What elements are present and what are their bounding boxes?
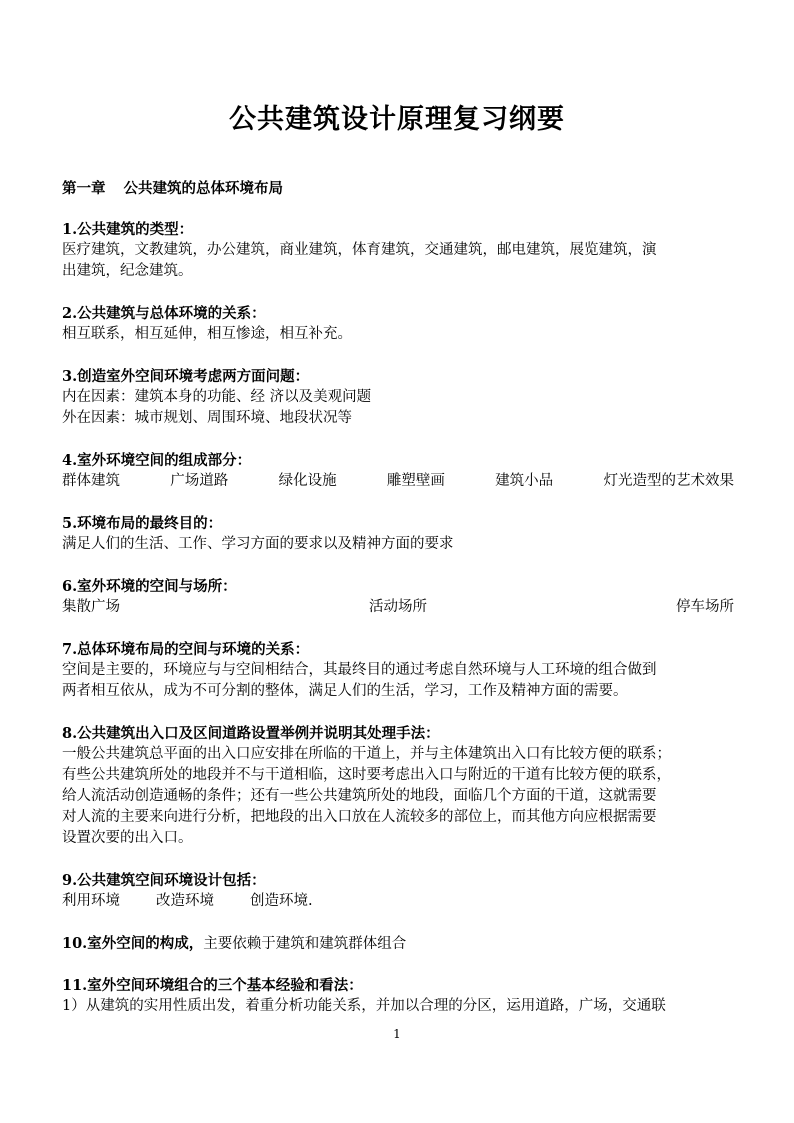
- section-outdoor-components: [62, 450, 734, 492]
- section-heading: 1.公共建筑的类型：: [62, 221, 194, 238]
- list-item: 集散广场: [62, 599, 120, 615]
- list-item: 雕塑壁画: [386, 473, 445, 489]
- section-text-line: 有些公共建筑所处的地段并不与干道相临，这时要考虑出入口与附近的干道有比较方便的联系，: [62, 767, 671, 783]
- section-text-line: 满足人们的生活、工作、学习方面的要求以及精神方面的要求: [62, 536, 454, 552]
- section-text-line: 两者相互依从，成为不可分割的整体，满足人们的生活，学习，工作及精神方面的需要。: [62, 683, 628, 699]
- section-basic-experience: [62, 975, 734, 1017]
- section-text-line: 设置次要的出入口。: [62, 830, 193, 846]
- section-text-line: 外在因素：城市规划、周围环境、地段状况等: [62, 410, 352, 426]
- section-text-line: 内在因素：建筑本身的功能、经 济以及美观问题: [62, 389, 372, 405]
- section-heading: 5.环境布局的最终目的：: [62, 515, 223, 532]
- list-item: 活动场所: [369, 599, 427, 615]
- section-outdoor-space-issues: [62, 366, 734, 429]
- section-text-line: 空间是主要的，环境应与与空间相结合，其最终目的通过考虑自然环境与人工环境的组合做到: [62, 662, 657, 678]
- section-heading: 3.创造室外空间环境考虑两方面问题：: [62, 368, 310, 385]
- list-item: 群体建筑: [62, 473, 120, 489]
- section-heading: 7.总体环境布局的空间与环境的关系：: [62, 641, 310, 658]
- section-text-line: 给人流活动创造通畅的条件；还有一些公共建筑所处的地段，面临几个方面的干道，这就需要: [62, 788, 657, 804]
- section-text-line: 相互联系，相互延伸，相互惨途，相互补充。: [62, 326, 352, 342]
- section-text-line: 医疗建筑，文教建筑，办公建筑，商业建筑，体育建筑，交通建筑，邮电建筑，展览建筑，演: [62, 242, 657, 258]
- section-heading: 9.公共建筑空间环境设计包括：: [62, 872, 266, 889]
- section-layout-goal: [62, 513, 734, 555]
- section-spaces-places: [62, 576, 734, 618]
- chapter-heading: [62, 178, 734, 199]
- list-item: 建筑小品: [495, 473, 554, 489]
- section-heading: 10.室外空间的构成，: [62, 935, 204, 952]
- chapter-label: 第一章: [62, 180, 106, 197]
- section-entrances-roads: [62, 723, 734, 849]
- component-list: [62, 471, 734, 492]
- section-text-line: 对人流的主要来向进行分析，把地段的出入口放在人流较多的部位上，而其他方向应根据需要: [62, 809, 657, 825]
- section-building-types: [62, 219, 734, 282]
- section-heading: 4.室外环境空间的组成部分：: [62, 452, 252, 469]
- section-inline-text: 主要依赖于建筑和建筑群体组合: [203, 936, 407, 952]
- design-list: [62, 891, 734, 912]
- document-body: [62, 178, 734, 1038]
- section-heading: 2.公共建筑与总体环境的关系：: [62, 305, 266, 322]
- section-heading: 6.室外环境的空间与场所：: [62, 578, 237, 595]
- section-heading: 11.室外空间环境组合的三个基本经验和看法：: [62, 977, 363, 994]
- list-item: 创造环境.: [250, 893, 313, 909]
- document-title: 公共建筑设计原理复习纲要: [229, 104, 565, 135]
- list-item: 绿化设施: [278, 473, 337, 489]
- list-item: 广场道路: [170, 473, 229, 489]
- list-item: 改造环境: [156, 893, 214, 909]
- section-text-line: 1）从建筑的实用性质出发，着重分析功能关系，并加以合理的分区，运用道路，广场，交通联: [62, 998, 666, 1014]
- section-text-line: 一般公共建筑总平面的出入口应安排在所临的干道上，并与主体建筑出入口有比较方便的联系；: [62, 746, 671, 762]
- section-environment-relation: [62, 303, 734, 345]
- page-number: 1: [393, 1027, 401, 1041]
- section-outdoor-composition: [62, 933, 734, 954]
- place-list: [62, 597, 734, 618]
- list-item: 利用环境: [62, 893, 120, 909]
- section-space-environment: [62, 639, 734, 702]
- section-environment-design: [62, 870, 734, 912]
- section-text-line: [62, 933, 734, 954]
- chapter-name: 公共建筑的总体环境布局: [123, 180, 283, 197]
- section-heading: 8.公共建筑出入口及区间道路设置举例并说明其处理手法：: [62, 725, 440, 742]
- list-item: 灯光造型的艺术效果: [603, 473, 734, 489]
- section-text-line: 出建筑，纪念建筑。: [62, 263, 193, 279]
- list-item: 停车场所: [676, 599, 734, 615]
